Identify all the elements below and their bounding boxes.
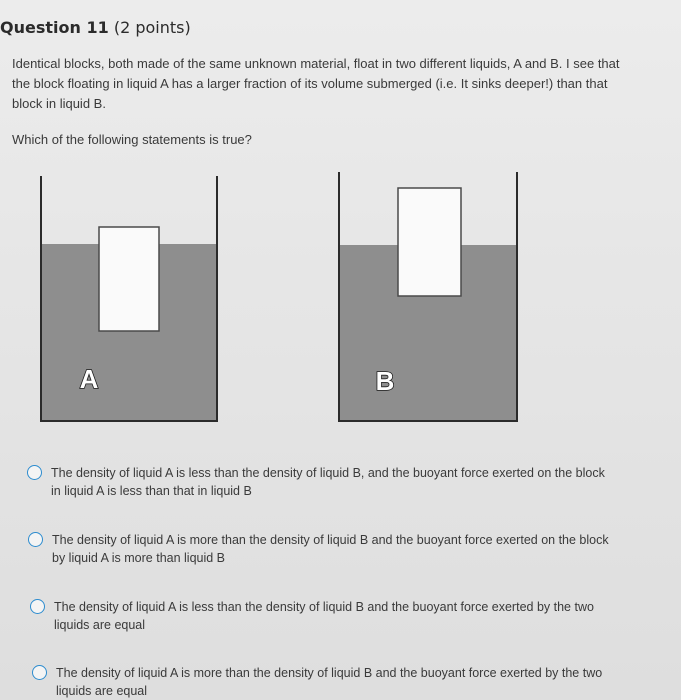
question-body: Identical blocks, both made of the same unknown material, float in two different liquids, A and B. I see that the block floating in liquid A has a larger fraction of its volume submerged (i.e. It sinks deeper!) than that block in liquid B.: [12, 56, 620, 111]
radio-button[interactable]: [32, 665, 47, 680]
option-text: The density of liquid A is more than the density of liquid B and the buoyant force exerted by the two liquids are equal: [56, 666, 603, 698]
radio-button[interactable]: [27, 465, 42, 480]
block-b: [398, 188, 461, 296]
question-points: (2 points): [113, 18, 191, 37]
label-a: A: [79, 364, 99, 394]
beaker-a: [41, 176, 217, 421]
label-b: B: [375, 366, 395, 396]
beaker-b: [339, 172, 517, 421]
option-text: The density of liquid A is less than the density of liquid B and the buoyant force exerted by the two liquids are equal: [54, 600, 594, 632]
radio-button[interactable]: [30, 599, 45, 614]
radio-button[interactable]: [28, 532, 43, 547]
question-number: Question 11: [0, 18, 109, 37]
block-a: [99, 227, 159, 331]
option-text: The density of liquid A is more than the density of liquid B and the buoyant force exerted on the block by liquid A is more than liquid B: [52, 533, 609, 565]
option-text: The density of liquid A is less than the density of liquid B, and the buoyant force exerted on the block in liquid A is less than that in liquid B: [51, 466, 605, 498]
question-prompt: Which of the following statements is true?: [12, 132, 252, 147]
